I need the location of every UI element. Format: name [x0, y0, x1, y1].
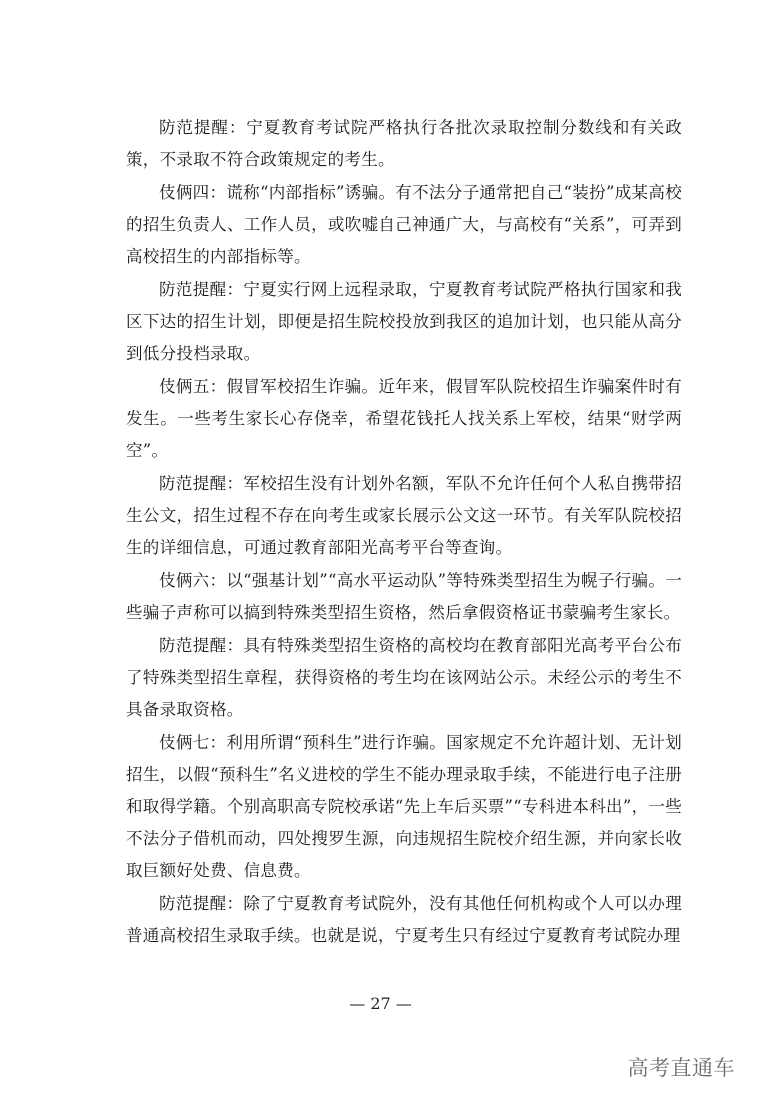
- paragraph-lead: 伎俩七：: [159, 733, 227, 752]
- paragraph-text: 除了宁夏教育考试院外，没有其他任何机构或个人可以办理普通高校招生录取手续。也就是说，宁夏考生只有经过宁夏教育考试院办理: [126, 894, 682, 945]
- paragraph-lead: 伎俩四：: [159, 183, 227, 202]
- paragraph-text: 谎称“内部指标”诱骗。有不法分子通常把自己“装扮”成某高校的招生负责人、工作人员，或吹嘘自己神通广大，与高校有“关系”，可弄到高校招生的内部指标等。: [126, 183, 682, 266]
- paragraph-3: [126, 274, 682, 370]
- paragraph-lead: 防范提醒：: [159, 474, 244, 493]
- paragraph-text: 宁夏教育考试院严格执行各批次录取控制分数线和有关政策，不录取不符合政策规定的考生。: [126, 118, 683, 169]
- paragraph-5: [126, 468, 682, 564]
- watermark-text: 高考直通车: [627, 1056, 735, 1080]
- paragraph-lead: 防范提醒：: [159, 118, 247, 137]
- paragraph-text: 具有特殊类型招生资格的高校均在教育部阳光高考平台公布了特殊类型招生章程，获得资格的考生均在该网站公示。未经公示的考生不具备录取资格。: [126, 636, 682, 719]
- paragraph-text: 军校招生没有计划外名额，军队不允许任何个人私自携带招生公文，招生过程不存在向考生或家长展示公文这一环节。有关军队院校招生的详细信息，可通过教育部阳光高考平台等查询。: [126, 474, 682, 557]
- paragraph-6: [126, 565, 682, 629]
- paragraph-text: 利用所谓“预科生”进行诈骗。国家规定不允许超计划、无计划招生，以假“预科生”名义进校的学生不能办理录取手续，不能进行电子注册和取得学籍。个别高职高专院校承诺“先上车后买票”“专科进本科出”，一些不法分子借机而动，四处搜罗生源，向违规招生院校介绍生源，并向家长收取巨额好处费、信息费。: [126, 733, 682, 880]
- paragraph-4: [126, 371, 682, 467]
- paragraph-lead: 伎俩五：: [159, 377, 227, 396]
- paragraph-8: [126, 727, 682, 887]
- paragraph-text: 以“强基计划”“高水平运动队”等特殊类型招生为幌子行骗。一些骗子声称可以搞到特殊类型招生资格，然后拿假资格证书蒙骗考生家长。: [126, 571, 682, 622]
- paragraph-lead: 防范提醒：: [159, 894, 244, 913]
- page-number: — 27 —: [349, 994, 412, 1013]
- paragraph-7: [126, 630, 682, 726]
- paragraph-text: 宁夏实行网上远程录取，宁夏教育考试院严格执行国家和我区下达的招生计划，即便是招生院校投放到我区的追加计划，也只能从高分到低分投档录取。: [126, 280, 682, 363]
- paragraph-lead: 防范提醒：: [159, 636, 244, 655]
- paragraph-9: [126, 888, 682, 952]
- paragraph-1: [126, 112, 682, 176]
- paragraph-text: 假冒军校招生诈骗。近年来，假冒军队院校招生诈骗案件时有发生。一些考生家长心存侥幸，希望花钱托人找关系上军校，结果“财学两空”。: [126, 377, 682, 460]
- paragraph-lead: 伎俩六：: [159, 571, 227, 590]
- paragraph-2: [126, 177, 682, 273]
- paragraph-lead: 防范提醒：: [159, 280, 244, 299]
- document-body: [126, 112, 682, 953]
